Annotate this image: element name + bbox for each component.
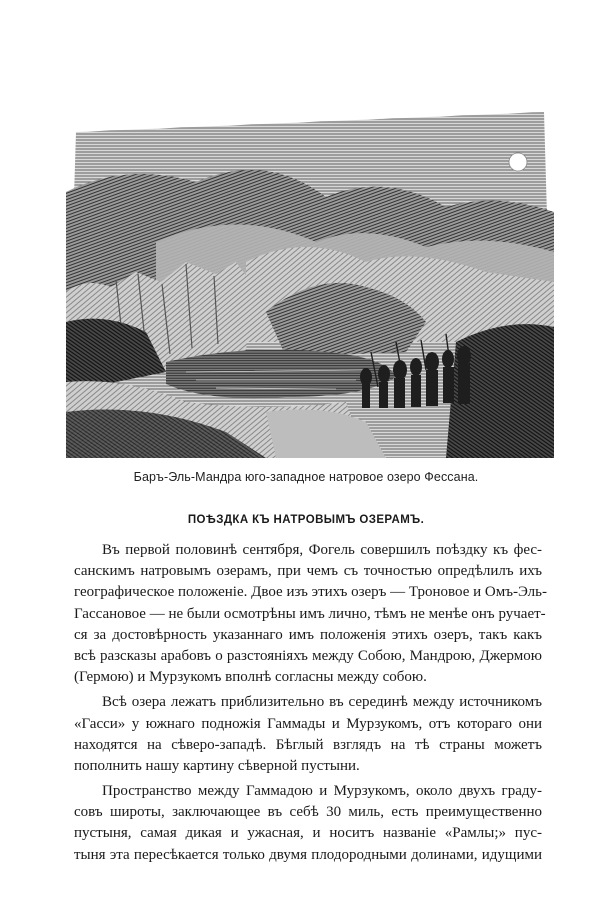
text-line: (Гермою) и Мурзукомъ вполнѣ согласны между собою. xyxy=(74,669,427,686)
text-line: санскимъ натровымъ озерамъ, при чемъ съ точностью опредѣлилъ ихъ xyxy=(74,563,542,580)
text-line: Пространство между Гаммадою и Мурзукомъ, около двухъ граду- xyxy=(102,783,542,800)
text-line: Гассановое — не были осмотрѣны имъ лично, тѣмъ не менѣе онъ ручает- xyxy=(74,605,546,622)
text-line: совъ широты, заключающее въ себѣ 30 миль, есть преимущественно xyxy=(74,804,542,821)
text-line: пополнить нашу картину сѣверной пустыни. xyxy=(74,757,360,774)
landscape-engraving xyxy=(66,112,554,458)
moon-icon xyxy=(509,153,527,171)
text-line: Въ первой половинѣ сентября, Фогель совершилъ поѣздку къ фес- xyxy=(102,542,542,558)
text-line: тыня эта пересѣкается только двумя плодородными долинами, идущими xyxy=(74,846,542,863)
text-line: находятся на сѣверо-западѣ. Бѣглый взглядъ на тѣ страны можетъ xyxy=(74,736,542,753)
body-text xyxy=(74,540,548,866)
text-line: пустыня, самая дикая и ужасная, и носитъ названіе «Рамлы;» пус- xyxy=(74,825,542,842)
text-line: «Гасси» у южнаго подножія Гаммады и Мурзукомъ, отъ котораго они xyxy=(74,715,542,732)
engraving-drawing xyxy=(66,112,554,458)
section-heading: ПОѢЗДКА КЪ НАТРОВЫМЪ ОЗЕРАМЪ. xyxy=(187,514,425,526)
text-line: ся за достовѣрность указаннаго имъ положенія этихъ озеръ, такъ какъ xyxy=(74,626,542,643)
illustration-caption: Баръ-Эль-Мандра юго-западное натровое озеро Фессана. xyxy=(133,470,479,484)
text-line: Всѣ озера лежатъ приблизительно въ серединѣ между источникомъ xyxy=(102,694,542,711)
text-line: всѣ разсказы арабовъ о разстояніяхъ между Собою, Мандрою, Джермою xyxy=(74,647,542,664)
text-line: географическое положеніе. Двое изъ этихъ озеръ — Троновое и Омъ-Эль- xyxy=(74,584,548,601)
